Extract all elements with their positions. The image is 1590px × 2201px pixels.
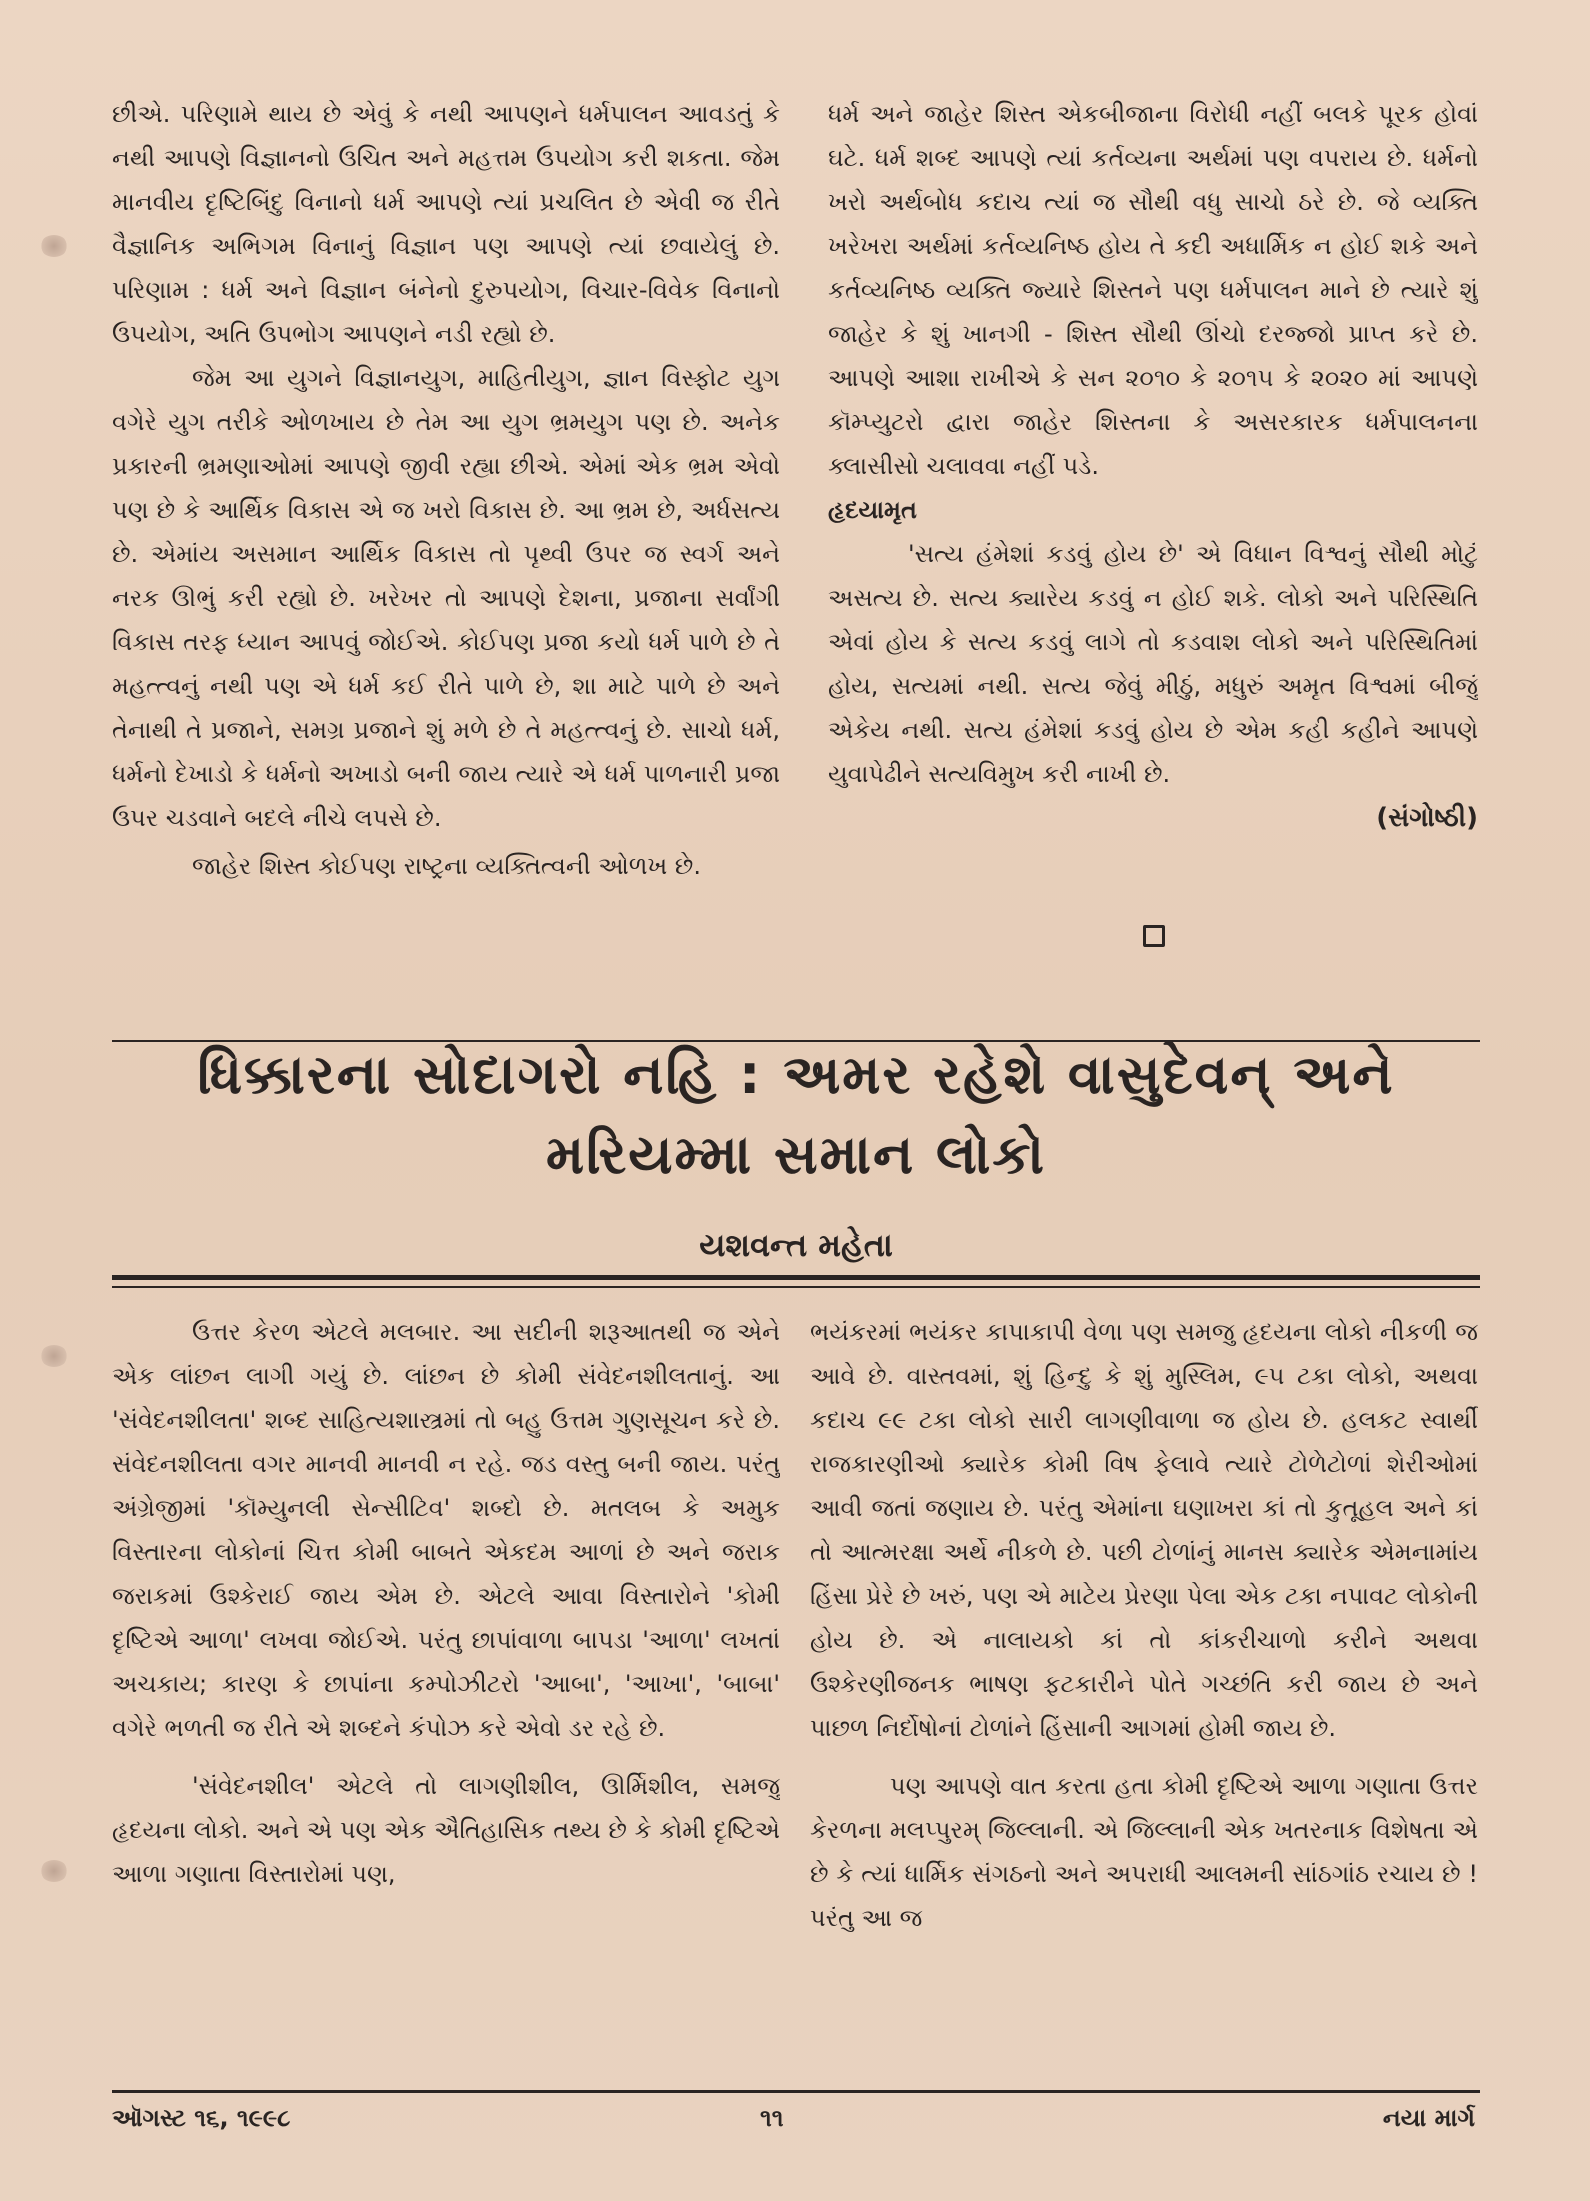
article-title-line1: ધિક્કારના સોદાગરો નહિ : અમર રહેશે વાસુદેવન્ અને bbox=[197, 1043, 1395, 1106]
top-left-column bbox=[112, 92, 780, 1022]
paragraph: છીએ. પરિણામે થાય છે એવું કે નથી આપણને ધર્મપાલન આવડતું કે નથી આપણે વિજ્ઞાનનો ઉચિત અને મહત્તમ ઉપયોગ કરી શકતા. જેમ માનવીય દૃષ્ટિબિંદુ વિનાનો ધર્મ આપણે ત્યાં પ્રચલિત છે એવી જ રીતે વૈજ્ઞાનિક અભિગમ વિનાનું વિજ્ઞાન પણ આપણે ત્યાં છવાયેલું છે. પરિણામ : ધર્મ અને વિજ્ઞાન બંનેનો દુરુપયોગ, વિચાર-વિવેક વિનાનો ઉપયોગ, અતિ ઉપભોગ આપણને નડી રહ્યો છે. bbox=[112, 100, 780, 348]
article-author: યશવન્ત મહેતા bbox=[699, 1226, 893, 1264]
paragraph: ધર્મ અને જાહેર શિસ્ત એકબીજાના વિરોધી નહીં બલકે પૂરક હોવાં ઘટે. ધર્મ શબ્દ આપણે ત્યાં કર્તવ્યના અર્થમાં પણ વપરાય છે. ધર્મનો ખરો અર્થબોધ કદાચ ત્યાં જ સૌથી વધુ સાચો ઠરે છે. જે વ્યક્તિ ખરેખરા અર્થમાં કર્તવ્યનિષ્ઠ હોય તે કદી અધાર્મિક ન હોઈ શકે અને કર્તવ્યનિષ્ઠ વ્યક્તિ જ્યારે શિસ્તને પણ ધર્મપાલન માને છે ત્યારે શું જાહેર કે શું ખાનગી - શિસ્ત સૌથી ઊંચો દરજ્જો પ્રાપ્ત કરે છે. આપણે આશા રાખીએ કે સન ૨૦૧૦ કે ૨૦૧૫ કે ૨૦૨૦ માં આપણે કૉમ્પ્યુટરો દ્વારા જાહેર શિસ્તના કે અસરકારક ધર્મપાલનના ક્લાસીસો ચલાવવા નહીં પડે. bbox=[828, 100, 1478, 480]
paragraph: 'સંવેદનશીલ' એટલે તો લાગણીશીલ, ઊર્મિશીલ, સમજુ હૃદયના લોકો. અને એ પણ એક ઐતિહાસિક તથ્ય છે કે કોમી દૃષ્ટિએ આળા ગણાતા વિસ્તારોમાં પણ, bbox=[112, 1772, 780, 1888]
paragraph: જાહેર શિસ્ત કોઈપણ રાષ્ટ્રના વ્યક્તિત્વની ઓળખ છે. bbox=[192, 852, 701, 880]
bottom-right-column bbox=[810, 1310, 1478, 2080]
footer-date: ઑગસ્ટ ૧૬, ૧૯૯૮ bbox=[112, 2104, 291, 2132]
publication-name: નયા માર્ગ bbox=[1382, 2104, 1475, 2132]
paragraph: ભયંકરમાં ભયંકર કાપાકાપી વેળા પણ સમજુ હૃદયના લોકો નીકળી જ આવે છે. વાસ્તવમાં, શું હિન્દુ કે શું મુસ્લિમ, ૯૫ ટકા લોકો, અથવા કદાચ ૯૯ ટકા લોકો સારી લાગણીવાળા જ હોય છે. હલકટ સ્વાર્થી રાજકારણીઓ ક્યારેક કોમી વિષ ફેલાવે ત્યારે ટોળેટોળાં શેરીઓમાં આવી જતાં જણાય છે. પરંતુ એમાંના ઘણાખરા કાં તો કુતૂહલ અને કાં તો આત્મરક્ષા અર્થે નીકળે છે. પછી ટોળાંનું માનસ ક્યારેક એમનામાંય હિંસા પ્રેરે છે ખરું, પણ એ માટેય પ્રેરણા પેલા એક ટકા નપાવટ લોકોની હોય છે. એ નાલાયકો કાં તો કાંકરીચાળો કરીને અથવા ઉશ્કેરણીજનક ભાષણ ફટકારીને પોતે ગચ્છંતિ કરી જાય છે અને પાછળ નિર્દોષોનાં ટોળાંને હિંસાની આગમાં હોમી જાય છે. bbox=[810, 1318, 1478, 1742]
divider-rule-thick bbox=[112, 1275, 1480, 1280]
punch-hole-mark bbox=[40, 235, 68, 257]
paragraph: 'સત્ય હંમેશાં કડવું હોય છે' એ વિધાન વિશ્વનું સૌથી મોટું અસત્ય છે. સત્ય ક્યારેય કડવું ન હોઈ શકે. લોકો અને પરિસ્થિતિ એવાં હોય કે સત્ય કડવું લાગે તો કડવાશ લોકો અને પરિસ્થિતિમાં હોય, સત્યમાં નથી. સત્ય જેવું મીઠું, મધુરું અમૃત વિશ્વમાં બીજું એકેય નથી. સત્ય હંમેશાં કડવું હોય છે એમ કહી કહીને આપણે યુવાપેઢીને સત્યવિમુખ કરી નાખી છે. bbox=[828, 540, 1478, 788]
footer-rule bbox=[112, 2090, 1480, 2093]
end-of-article-box-icon bbox=[1143, 925, 1165, 947]
paragraph: ઉત્તર કેરળ એટલે મલબાર. આ સદીની શરૂઆતથી જ એને એક લાંછન લાગી ગયું છે. લાંછન છે કોમી સંવેદનશીલતાનું. આ 'સંવેદનશીલતા' શબ્દ સાહિત્યશાસ્ત્રમાં તો બહુ ઉત્તમ ગુણસૂચન કરે છે. સંવેદનશીલતા વગર માનવી માનવી ન રહે. જડ વસ્તુ બની જાય. પરંતુ અંગ્રેજીમાં 'કૉમ્યુનલી સેન્સીટિવ' શબ્દો છે. મતલબ કે અમુક વિસ્તારના લોકોનાં ચિત્ત કોમી બાબતે એકદમ આળાં છે અને જરાક જરાકમાં ઉશ્કેરાઈ જાય એમ છે. એટલે આવા વિસ્તારોને 'કોમી દૃષ્ટિએ આળા' લખવા જોઈએ. પરંતુ છાપાંવાળા બાપડા 'આળા' લખતાં અચકાય; કારણ કે છાપાંના કમ્પોઝીટરો 'આબા', 'આખા', 'બાબા' વગેરે ભળતી જ રીતે એ શબ્દને કંપોઝ કરે એવો ડર રહે છે. bbox=[112, 1318, 780, 1742]
page-number: ૧૧ bbox=[760, 2104, 784, 2132]
source-credit: (સંગોષ્ઠી) bbox=[1376, 803, 1478, 833]
punch-hole-mark bbox=[40, 1860, 68, 1882]
section-heading: હૃદયામૃત bbox=[828, 496, 917, 524]
punch-hole-mark bbox=[40, 1345, 68, 1367]
divider-rule-thin bbox=[112, 1286, 1480, 1288]
article-title bbox=[112, 1035, 1480, 1195]
bottom-left-column bbox=[112, 1310, 780, 2080]
paragraph: પણ આપણે વાત કરતા હતા કોમી દૃષ્ટિએ આળા ગણાતા ઉત્તર કેરળના મલપ્પુરમ્ જિલ્લાની. એ જિલ્લાની એક ખતરનાક વિશેષતા એ છે કે ત્યાં ધાર્મિક સંગઠનો અને અપરાધી આલમની સાંઠગાંઠ રચાય છે ! પરંતુ આ જ bbox=[810, 1772, 1478, 1932]
top-right-column bbox=[828, 92, 1478, 972]
article-title-line2: મરિયમ્મા સમાન લોકો bbox=[546, 1123, 1046, 1186]
paragraph: જેમ આ યુગને વિજ્ઞાનયુગ, માહિતીયુગ, જ્ઞાન વિસ્ફોટ યુગ વગેરે યુગ તરીકે ઓળખાય છે તેમ આ યુગ ભ્રમયુગ પણ છે. અનેક પ્રકારની ભ્રમણાઓમાં આપણે જીવી રહ્યા છીએ. એમાં એક ભ્રમ એવો પણ છે કે આર્થિક વિકાસ એ જ ખરો વિકાસ છે. આ ભ્રમ છે, અર્ધસત્ય છે. એમાંય અસમાન આર્થિક વિકાસ તો પૃથ્વી ઉપર જ સ્વર્ગ અને નરક ઊભું કરી રહ્યો છે. ખરેખર તો આપણે દેશના, પ્રજાના સર્વાંગી વિકાસ તરફ ધ્યાન આપવું જોઈએ. કોઈપણ પ્રજા કયો ધર્મ પાળે છે તે મહત્ત્વનું નથી પણ એ ધર્મ કઈ રીતે પાળે છે, શા માટે પાળે છે અને તેનાથી તે પ્રજાને, સમગ્ર પ્રજાને શું મળે છે તે મહત્ત્વનું છે. સાચો ધર્મ, ધર્મનો દેખાડો કે ધર્મનો અખાડો બની જાય ત્યારે એ ધર્મ પાળનારી પ્રજા ઉપર ચડવાને બદલે નીચે લપસે છે. bbox=[112, 364, 780, 832]
